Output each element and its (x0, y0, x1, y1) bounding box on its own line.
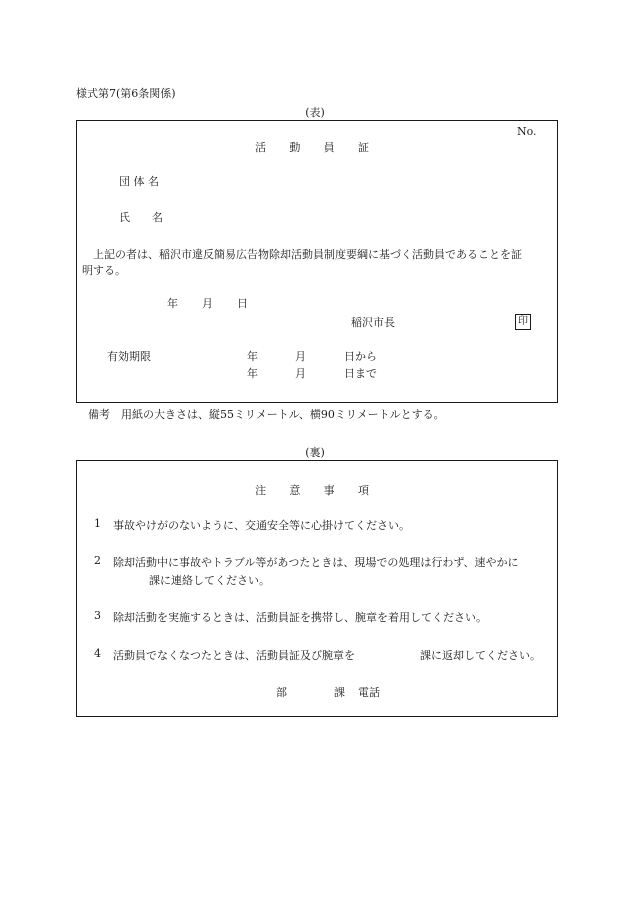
validity-to-month: 月 (295, 367, 306, 380)
item-1-text: 事故やけがのないように、交通安全等に心掛けてください。 (113, 519, 410, 532)
item-2-number: 2 (94, 554, 101, 567)
issuer-name: 稲沢市長 (351, 316, 395, 329)
issue-day: 日 (237, 297, 248, 310)
person-name-label: 氏 名 (119, 211, 163, 224)
item-4-text-cont: 課に返却してください。 (420, 649, 541, 662)
validity-to-year: 年 (247, 367, 258, 380)
validity-to-suffix: 日まで (344, 367, 377, 380)
org-name-label: 団 体 名 (119, 175, 159, 188)
front-card (76, 120, 558, 403)
item-2-text-cont: 課に連絡してください。 (149, 574, 270, 587)
item-1-number: 1 (94, 517, 101, 530)
item-3-text: 除却活動を実施するときは、活動員証を携帯し、腕章を着用してください。 (113, 611, 487, 624)
contact-dept: 部 (276, 686, 287, 699)
back-side-label: (裏) (305, 446, 325, 459)
front-side-label: (表) (305, 106, 325, 119)
validity-from-month: 月 (295, 350, 306, 363)
number-label: No. (517, 125, 537, 138)
card-title: 活 動 員 証 (255, 141, 379, 154)
issue-year: 年 (167, 297, 178, 310)
item-3-number: 3 (94, 609, 101, 622)
validity-label: 有効期限 (107, 350, 151, 363)
validity-from-suffix: 日から (344, 350, 377, 363)
contact-phone: 電話 (358, 686, 380, 699)
validity-from-year: 年 (247, 350, 258, 363)
item-2-text: 除却活動中に事故やトラブル等があつたときは、現場での処理は行わず、速やかに (113, 556, 519, 569)
size-note: 備考 用紙の大きさは、縦55ミリメートル、横90ミリメートルとする。 (88, 408, 445, 421)
issue-month: 月 (202, 297, 213, 310)
item-4-text: 活動員でなくなつたときは、活動員証及び腕章を (113, 649, 355, 662)
statement-line-1: 上記の者は、稲沢市違反簡易広告物除却活動員制度要綱に基づく活動員であることを証 (93, 248, 522, 261)
contact-section: 課 (334, 686, 345, 699)
form-label: 様式第7(第6条関係) (76, 87, 176, 100)
back-card (76, 460, 558, 717)
statement-line-2: 明する。 (82, 264, 126, 277)
notes-title: 注 意 事 項 (255, 484, 379, 497)
seal-mark: 印 (515, 314, 531, 330)
item-4-number: 4 (94, 647, 101, 660)
